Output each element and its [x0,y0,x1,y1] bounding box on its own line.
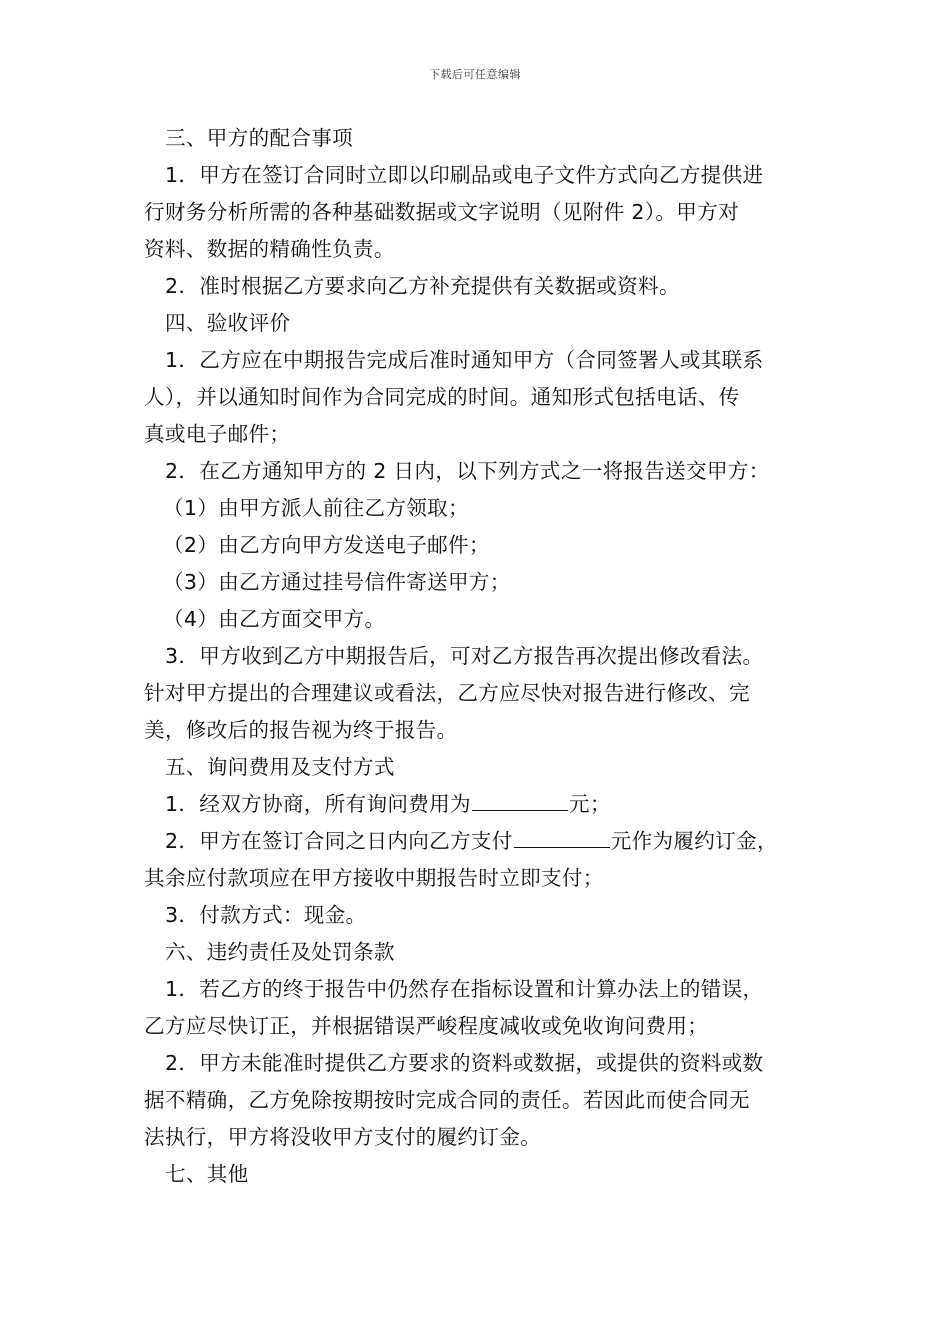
paragraph-line: 资料、数据的精确性负责。 [144,237,395,261]
paragraph-line-deposit [144,823,814,860]
paragraph-line: 真或电子邮件； [144,422,291,446]
paragraph-line: 2．准时根据乙方要求向乙方补充提供有关数据或资料。 [165,274,680,298]
document-body [144,120,814,1193]
paragraph-line: 3．付款方式：现金。 [165,903,367,927]
fee-unit: 元； [568,792,611,816]
paragraph-line: 其余应付款项应在甲方接收中期报告时立即支付； [144,866,604,890]
page-header-note: 下载后可任意编辑 [429,68,521,81]
paragraph-line: 2．甲方未能准时提供乙方要求的资料或数据，或提供的资料或数 [165,1051,764,1075]
fee-amount-blank [472,786,568,811]
section-heading-5: 五、询问费用及支付方式 [165,755,395,779]
list-item: （4）由乙方面交甲方。 [163,607,386,631]
deposit-unit: 元作为履约订金， [610,829,778,853]
fee-label: 1．经双方协商，所有询问费用为 [165,792,471,816]
deposit-amount-blank [514,823,610,848]
paragraph-line: 1．若乙方的终于报告中仍然存在指标设置和计算办法上的错误， [165,977,764,1001]
paragraph-line: 人），并以通知时间作为合同完成的时间。通知形式包括电话、传 [144,385,740,409]
paragraph-line: 2．在乙方通知甲方的 2 日内，以下列方式之一将报告送交甲方： [165,459,770,483]
paragraph-line: 3．甲方收到乙方中期报告后，可对乙方报告再次提出修改看法。 [165,644,764,668]
section-heading-3: 三、甲方的配合事项 [165,126,354,150]
paragraph-line: 1．甲方在签订合同时立即以印刷品或电子文件方式向乙方提供进 [165,163,764,187]
section-heading-7: 七、其他 [165,1162,249,1186]
list-item: （2）由乙方向甲方发送电子邮件； [163,533,490,557]
deposit-label: 2．甲方在签订合同之日内向乙方支付 [165,829,513,853]
paragraph-line: 乙方应尽快订正，并根据错误严峻程度减收或免收询问费用； [144,1014,709,1038]
paragraph-line: 行财务分析所需的各种基础数据或文字说明（见附件 2）。甲方对 [144,200,739,224]
paragraph-line: 法执行，甲方将没收甲方支付的履约订金。 [144,1125,541,1149]
paragraph-line: 据不精确，乙方免除按期按时完成合同的责任。若因此而使合同无 [144,1088,750,1112]
section-heading-6: 六、违约责任及处罚条款 [165,940,395,964]
paragraph-line: 针对甲方提出的合理建议或看法，乙方应尽快对报告进行修改、完 [144,681,750,705]
list-item: （3）由乙方通过挂号信件寄送甲方； [163,570,511,594]
paragraph-line: 美，修改后的报告视为终于报告。 [144,718,458,742]
list-item: （1）由甲方派人前往乙方领取； [163,496,469,520]
paragraph-line: 1．乙方应在中期报告完成后准时通知甲方（合同签署人或其联系 [165,348,764,372]
paragraph-line-fee [144,786,814,823]
section-heading-4: 四、验收评价 [165,311,291,335]
